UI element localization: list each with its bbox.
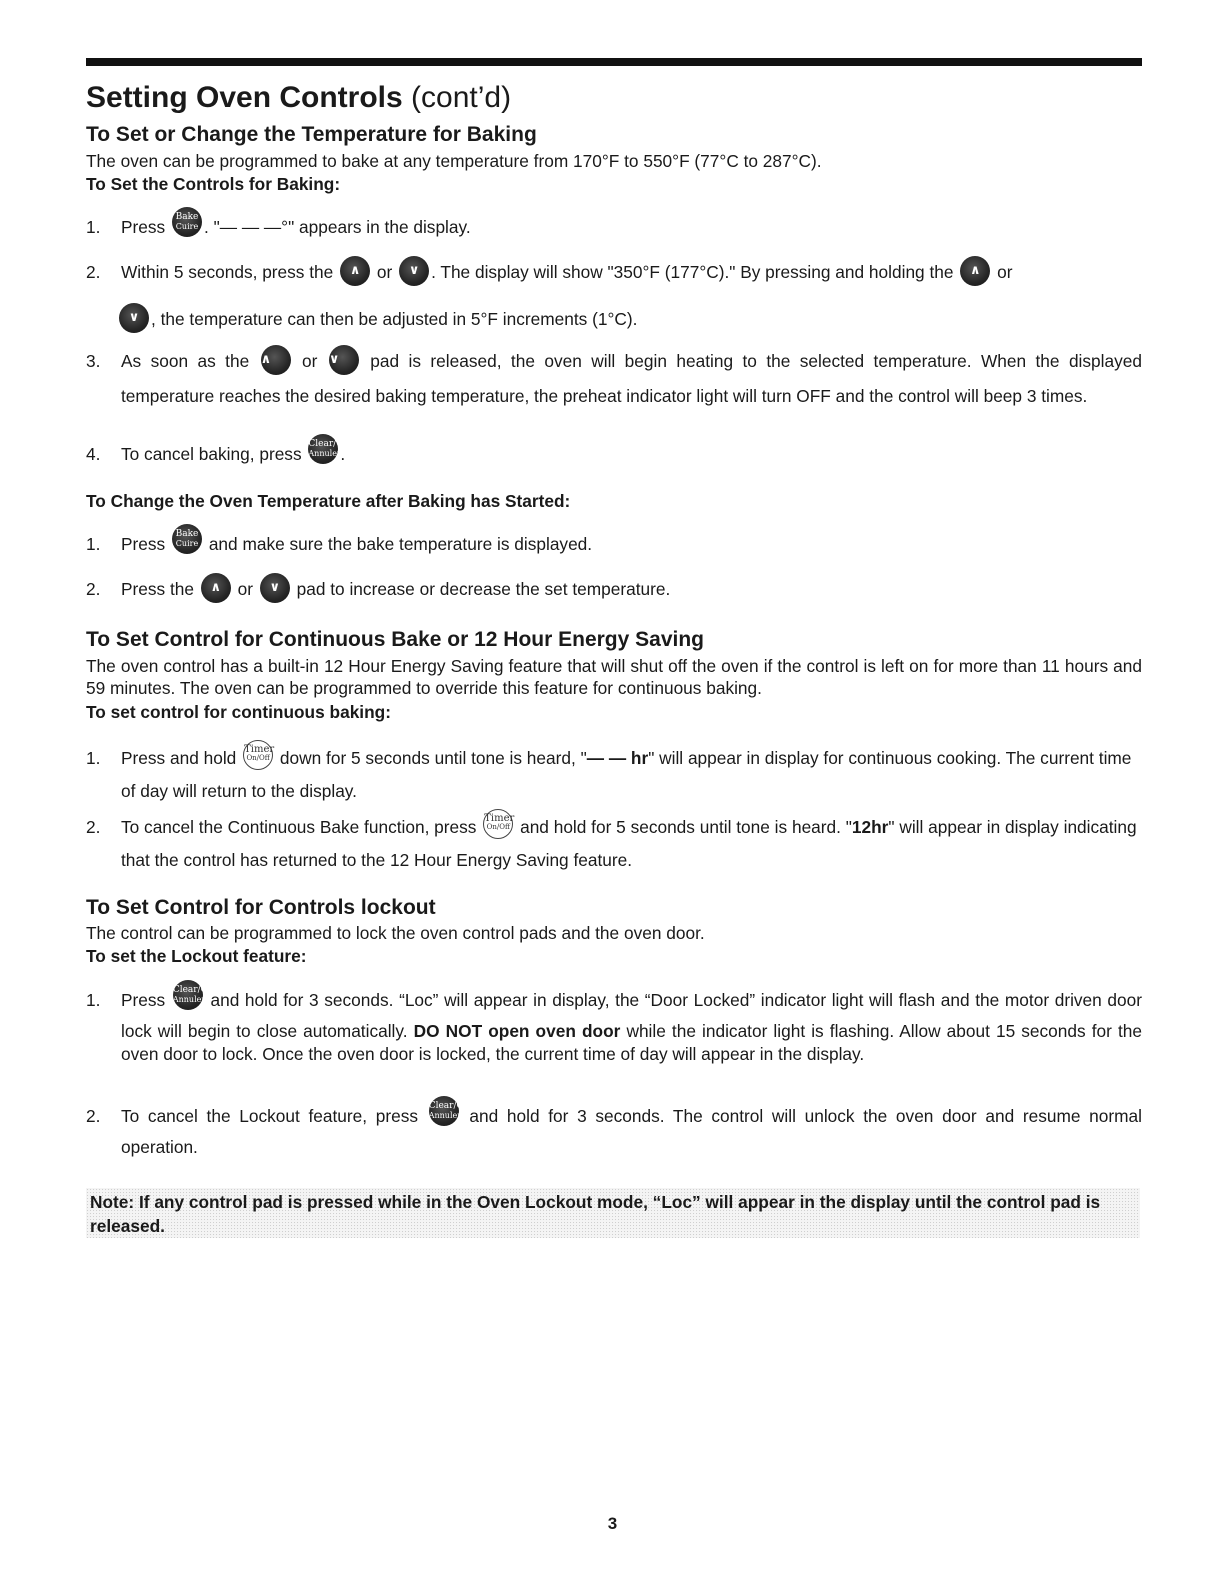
step-text-bold: DO NOT open oven door [413,1021,621,1041]
down-arrow-pad-icon [119,303,149,333]
timer-pad-label-onoff: On/Off [246,754,270,762]
step-text: " will appear in display for continuous cooking. The current time of day will return to the display. [121,748,1132,801]
step-number: 2. [86,579,101,599]
step-number: 2. [86,1106,101,1126]
page-title-main: Setting Oven Controls [86,81,403,114]
subheading-continuous-baking: To set control for continuous baking: [86,702,391,722]
step-text: . "— — —°" appears in the display. [204,217,471,237]
section-intro-continuous-bake: The oven control has a built-in 12 Hour Energy Saving feature that will shut off the oven if the control is left on for more than 11 hours and 59 minutes. The oven can be programmed to override this feature for continuous baking. [86,656,1142,698]
lockout-note: Note: If any control pad is pressed while in the Oven Lockout mode, “Loc” will appear in the display until the control pad is released. [86,1188,1140,1238]
section-heading-continuous-bake: To Set Control for Continuous Bake or 12 Hour Energy Saving [86,628,705,651]
timer-pad-label: Timer [244,744,275,755]
down-arrow-glyph: ∨ [269,580,281,595]
step-text: Press [121,534,166,554]
step-number: 1. [86,217,101,237]
section-heading-lockout: To Set Control for Controls lockout [86,896,436,919]
bake-pad-icon [172,524,202,554]
down-arrow-pad-icon [399,256,429,286]
step-text: and hold for 3 seconds. The control will unlock the oven door and resume normal operation. [121,1106,1142,1157]
step-text: Within 5 seconds, press the [121,262,334,282]
up-arrow-glyph: ∧ [970,263,981,278]
step-text: and hold for 5 seconds until tone is heard. " [520,817,852,837]
step-text: . The display will show "350°F (177°C)." By pressing and holding the [431,262,954,282]
down-arrow-pad-icon [260,573,290,603]
top-rule [86,58,1142,66]
bake-pad-icon [172,207,202,237]
step-number: 4. [86,444,101,464]
subheading-set-lockout: To set the Lockout feature: [86,946,307,966]
step-text: , the temperature can then be adjusted in 5°F increments (1°C). [151,309,638,329]
section-intro-baking: The oven can be programmed to bake at any temperature from 170°F to 550°F (77°C to 287°C). [86,151,822,171]
step-number: 1. [86,534,101,554]
step-text: or [376,262,393,282]
step-text: As soon as the [121,351,250,371]
timer-pad-label-onoff: On/Off [486,823,510,831]
up-arrow-pad-icon [960,256,990,286]
step-text: or [237,579,253,599]
step-number: 2. [86,817,101,837]
clear-off-pad-icon [428,1096,471,1126]
clear-pad-label-fr: Annuler [428,1111,462,1120]
bake-pad-label: Bake [175,529,199,539]
step-number: 3. [86,351,101,371]
step-text: To cancel baking, press [121,444,302,464]
step-text: " will appear in display indicating that the control has returned to the 12 Hour Energy Saving feature. [121,817,1137,870]
section-heading-baking: To Set or Change the Temperature for Baking [86,123,537,146]
step-text: and make sure the bake temperature is displayed. [208,534,593,554]
step-text: Press [121,990,166,1010]
up-arrow-glyph: ∧ [210,580,222,595]
clear-pad-label: Clear/Off [428,1101,471,1111]
step-text: pad to increase or decrease the set temperature. [296,579,671,599]
subheading-change-temperature: To Change the Oven Temperature after Baking has Started: [86,491,571,511]
step-text: To cancel the Continuous Bake function, press [121,817,477,837]
bake-pad-label-fr: Cuire [175,222,199,231]
step-text: pad is released, the oven will begin heating to the selected temperature. When the displayed temperature reaches the desired baking temperature, the preheat indicator light will turn OFF and the control will beep 3 times. [121,351,1142,406]
step-number: 2. [86,262,101,282]
clear-pad-label-fr: Annuler [172,995,206,1004]
down-arrow-glyph: ∨ [408,263,420,278]
page-number: 3 [607,1514,618,1533]
section-intro-lockout: The control can be programmed to lock the oven control pads and the oven door. [86,923,705,943]
page-title-suffix: (cont’d) [411,81,512,114]
step-text: down for 5 seconds until tone is heard, " [279,748,587,768]
step-number: 1. [86,990,101,1010]
up-arrow-pad-icon [261,345,291,375]
timer-pad-icon [483,809,513,839]
step-number: 1. [86,748,101,768]
subheading-set-controls-baking: To Set the Controls for Baking: [86,174,341,194]
step-text: Press [121,217,166,237]
down-arrow-pad-icon [329,345,359,375]
step-text: or [302,351,318,371]
page-title [86,80,511,116]
down-arrow-glyph: ∨ [328,352,340,367]
clear-off-pad-icon [308,434,350,464]
step-text: . [340,444,346,464]
step-text: and hold for 3 seconds. “Loc” will appear in display, the “Door Locked” indicator light will flash and the motor driven door lock will begin to close automatically. [121,990,1142,1041]
timer-pad-icon [243,740,273,770]
clear-pad-label: Clear/Off [172,985,215,995]
clear-off-pad-icon [172,980,215,1010]
step-text-bold: — — hr [586,748,649,768]
up-arrow-glyph: ∧ [349,263,361,278]
up-arrow-pad-icon [340,256,370,286]
timer-pad-label: Timer [484,813,515,824]
step-text: To cancel the Lockout feature, press [121,1106,419,1126]
clear-pad-label-fr: Annuler [308,449,341,458]
up-arrow-glyph: ∧ [260,352,272,367]
up-arrow-pad-icon [201,573,231,603]
bake-pad-label-fr: Cuire [175,539,199,548]
step-text: while the indicator light is flashing. Allow about 15 seconds for the oven door to lock. Once the oven door is locked, the current time of day will appear in the display. [121,1021,1142,1064]
bake-pad-label: Bake [175,212,199,222]
down-arrow-glyph: ∨ [128,310,140,325]
step-text: Press the [121,579,194,599]
step-text-bold: 12hr [851,817,889,837]
clear-pad-label: Clear/Off [308,439,350,449]
step-text: or [997,262,1013,282]
step-text: Press and hold [121,748,237,768]
